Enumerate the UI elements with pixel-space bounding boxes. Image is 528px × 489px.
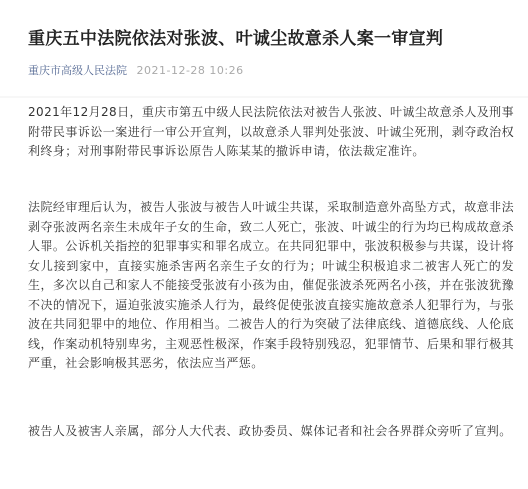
paragraph-court-finding: 法院经审理后认为，被告人张波与被告人叶诚尘共谋，采取制造意外高坠方式，故意非法剥夺张波两名亲生未成年子女的生命，致二人死亡，张波、叶诚尘的行为均已构成故意杀人罪。公诉机关指控的犯罪事实和罪名成立。在共同犯罪中，张波积极参与共谋，设计将女儿接到家中，直接实施杀害两名亲生子女的行为；叶诚尘积极追求二被害人死亡的发生，多次以自己和家人不能接受张波有小孩为由，催促张波杀死两名小孩，并在张波犹豫不决的情况下，逼迫张波实施杀人行为，最终促使张波直接实施故意杀人犯罪行为，与张波在共同犯罪中的地位、作用相当。二被告人的行为突破了法律底线、道德底线、人伦底线，作案动机特别卑劣，主观恶性极深，作案手段特别残忍，犯罪情节、后果和罪行极其严重，社会影响极其恶劣，依法应当严惩。 <box>28 200 514 370</box>
publish-time: 2021-12-28 10:26 <box>136 64 244 77</box>
article-title: 重庆五中法院依法对张波、叶诚尘故意杀人案一审宣判 <box>28 29 444 49</box>
paragraph-verdict: 2021年12月28日，重庆市第五中级人民法院依法对被告人张波、叶诚尘故意杀人及刑事附带民事诉讼一案进行一审公开宣判，以故意杀人罪判处张波、叶诚尘死刑，剥夺政治权利终身；对刑事附带民事诉讼原告人陈某某的撤诉申请，依法裁定准许。 <box>28 105 514 158</box>
paragraph-attendance: 被告人及被害人亲属，部分人大代表、政协委员、媒体记者和社会各界群众旁听了宣判。 <box>28 424 512 438</box>
source-link[interactable]: 重庆市高级人民法院 <box>28 64 127 77</box>
header-divider <box>0 96 528 98</box>
article-meta <box>28 64 500 78</box>
